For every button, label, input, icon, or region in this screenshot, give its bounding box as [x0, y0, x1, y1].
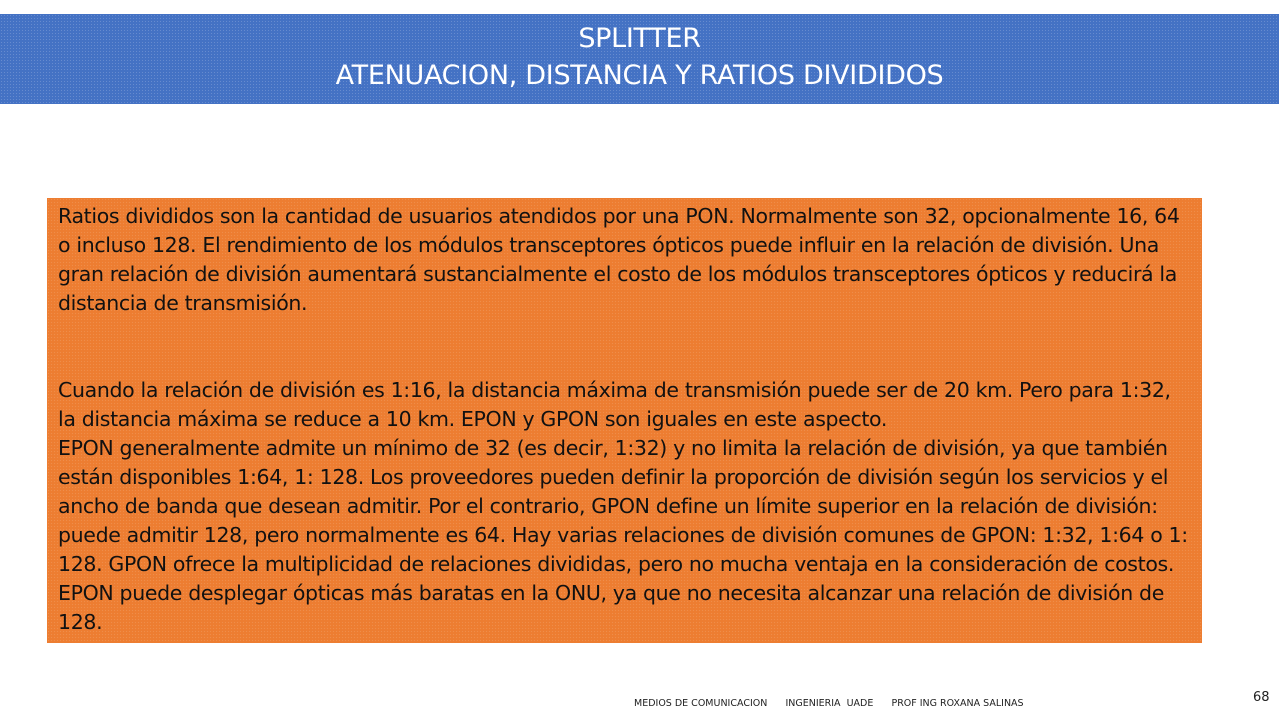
paragraph-spacer: [58, 318, 1194, 376]
slide-subtitle: ATENUACION, DISTANCIA Y RATIOS DIVIDIDOS: [335, 60, 944, 91]
slide-title: SPLITTER: [578, 23, 701, 54]
slide-number: 68: [1253, 690, 1270, 705]
paragraph-distance: Cuando la relación de división es 1:16, la distancia máxima de transmisión puede ser de 20 km. Pero para 1:32, la distancia máxima se reduce a 10 km. EPON y GPON son iguales en este aspecto.: [58, 378, 1171, 431]
slide-title-bar: [0, 14, 1279, 104]
content-text-box: [47, 198, 1202, 643]
paragraph-epon-gpon: EPON generalmente admite un mínimo de 32 (es decir, 1:32) y no limita la relación de división, ya que también están disponibles 1:64, 1: 128. Los proveedores pueden definir la proporción de división según los servicios y el ancho de banda que desean admitir. Por el contrario, GPON define un límite superior en la relación de división: puede admitir 128, pero normalmente es 64. Hay varias relaciones de división comunes de GPON: 1:32, 1:64 o 1: 128. GPON ofrece la multiplicidad de relaciones divididas, pero no mucha ventaja en la consideración de costos. EPON puede desplegar ópticas más baratas en la ONU, ya que no necesita alcanzar una relación de división de 128.: [58, 436, 1188, 634]
slide-footer: MEDIOS DE COMUNICACION INGENIERIA UADE PROF ING ROXANA SALINAS: [634, 698, 1024, 709]
paragraph-split-ratios: Ratios divididos son la cantidad de usuarios atendidos por una PON. Normalmente son 32, opcionalmente 16, 64 o incluso 128. El rendimiento de los módulos transceptores ópticos puede influir en la relación de división. Una gran relación de división aumentará sustancialmente el costo de los módulos transceptores ópticos y reducirá la distancia de transmisión.: [58, 204, 1180, 315]
